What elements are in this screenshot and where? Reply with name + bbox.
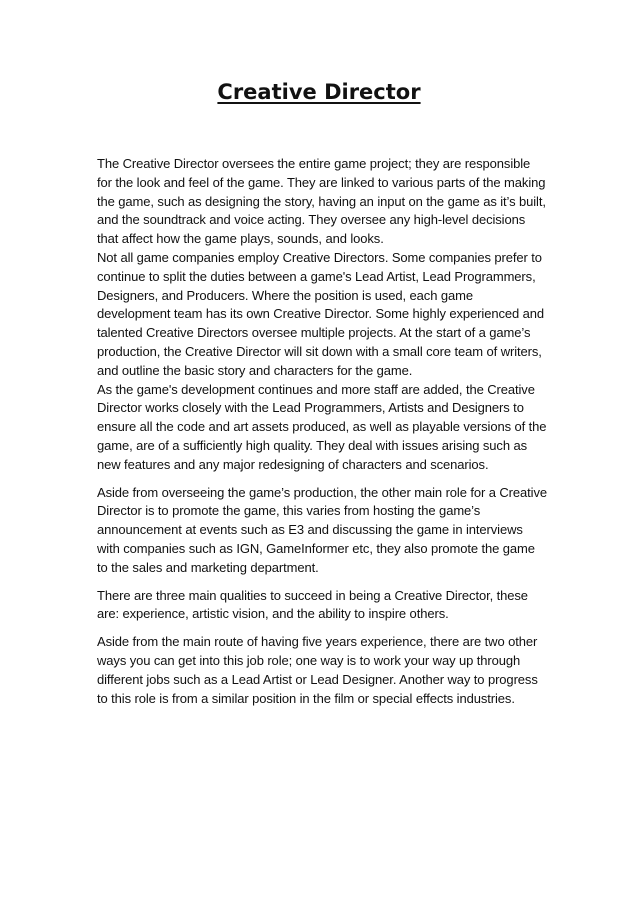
document-body	[97, 155, 547, 708]
document-title: Creative Director	[217, 80, 421, 104]
paragraph-qualities: There are three main qualities to succeed in being a Creative Director, these are: experience, artistic vision, and the ability to inspire others.	[97, 587, 528, 622]
paragraph-intro: The Creative Director oversees the entire game project; they are responsible for the look and feel of the game. They are linked to various parts of the making the game, such as designing the story, having an input on the game as it’s built, and the soundtrack and voice acting. They oversee any high-level decisions that affect how the game plays, sounds, and looks.	[97, 156, 546, 247]
paragraph-promotion: Aside from overseeing the game’s production, the other main role for a Creative Director is to promote the game, this varies from hosting the game’s announcement at events such as E3 and discussing the game in interviews with companies such as IGN, GameInformer etc, they also promote the game to the sales and marketing department.	[97, 484, 547, 575]
paragraph-companies: Not all game companies employ Creative Directors. Some companies prefer to continue to split the duties between a game's Lead Artist, Lead Programmers, Designers, and Producers. Where the position is used, each game development team has its own Creative Director. Some highly experienced and talented Creative Directors oversee multiple projects. At the start of a game’s production, the Creative Director will sit down with a small core team of writers, and outline the basic story and characters for the game.	[97, 249, 545, 378]
paragraph-development: As the game's development continues and more staff are added, the Creative Director works closely with the Lead Programmers, Artists and Designers to ensure all the code and art assets produced, as well as playable versions of the game, are of a sufficiently high quality. They deal with issues arising such as new features and any major redesigning of characters and scenarios.	[97, 381, 547, 472]
paragraph-routes: Aside from the main route of having five years experience, there are two other ways you can get into this job role; one way is to work your way up through different jobs such as a Lead Artist or Lead Designer. Another way to progress to this role is from a similar position in the film or special effects industries.	[97, 634, 538, 706]
